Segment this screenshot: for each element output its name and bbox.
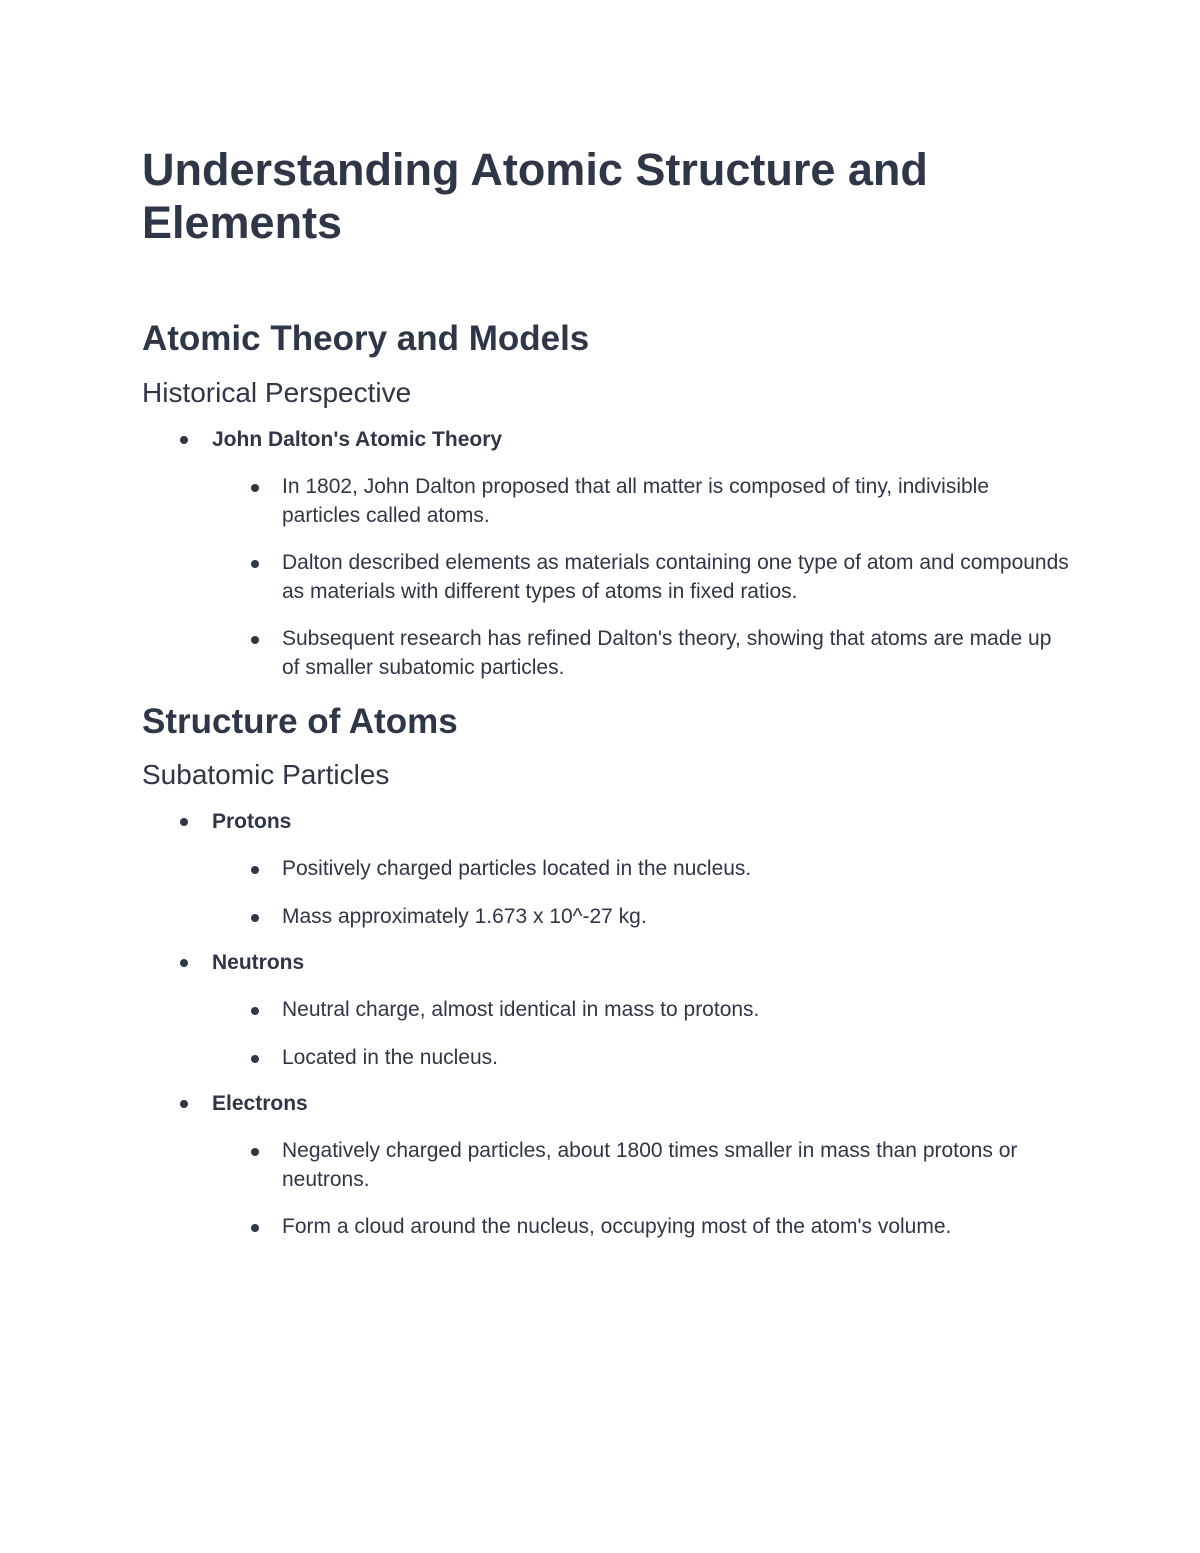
topic-label: Neutrons xyxy=(212,951,305,974)
topic-label: John Dalton's Atomic Theory xyxy=(212,428,503,451)
list-item: Mass approximately 1.673 x 10^-27 kg. xyxy=(212,903,1072,932)
list-item: Neutral charge, almost identical in mass to protons. xyxy=(212,996,1072,1025)
list-item: In 1802, John Dalton proposed that all matter is composed of tiny, indivisible particles called atoms. xyxy=(212,473,1072,530)
topic-label: Electrons xyxy=(212,1092,308,1115)
topic-label: Protons xyxy=(212,810,292,833)
topic-list xyxy=(142,808,1072,1242)
point-list xyxy=(212,855,1072,931)
list-item-protons xyxy=(142,808,1072,931)
subsection-heading-subatomic-particles: Subatomic Particles xyxy=(142,759,390,790)
point-list xyxy=(212,1137,1072,1242)
list-item: Negatively charged particles, about 1800 times smaller in mass than protons or neutrons. xyxy=(212,1137,1072,1194)
document-title: Understanding Atomic Structure and Elements xyxy=(142,144,928,248)
list-item: Form a cloud around the nucleus, occupying most of the atom's volume. xyxy=(212,1213,1072,1242)
document-page xyxy=(142,143,1072,1242)
subsection-heading-historical-perspective: Historical Perspective xyxy=(142,377,412,408)
topic-list xyxy=(142,426,1072,682)
list-item: Subsequent research has refined Dalton's theory, showing that atoms are made up of smaller subatomic particles. xyxy=(212,625,1072,682)
section-heading-structure-of-atoms: Structure of Atoms xyxy=(142,702,458,741)
list-item-neutrons xyxy=(142,949,1072,1072)
list-item: Dalton described elements as materials containing one type of atom and compounds as materials with different types of atoms in fixed ratios. xyxy=(212,549,1072,606)
list-item: Located in the nucleus. xyxy=(212,1044,1072,1073)
point-list xyxy=(212,473,1072,682)
list-item-electrons xyxy=(142,1090,1072,1242)
section-heading-atomic-theory: Atomic Theory and Models xyxy=(142,319,590,358)
list-item-dalton-theory xyxy=(142,426,1072,682)
list-item: Positively charged particles located in the nucleus. xyxy=(212,855,1072,884)
point-list xyxy=(212,996,1072,1072)
